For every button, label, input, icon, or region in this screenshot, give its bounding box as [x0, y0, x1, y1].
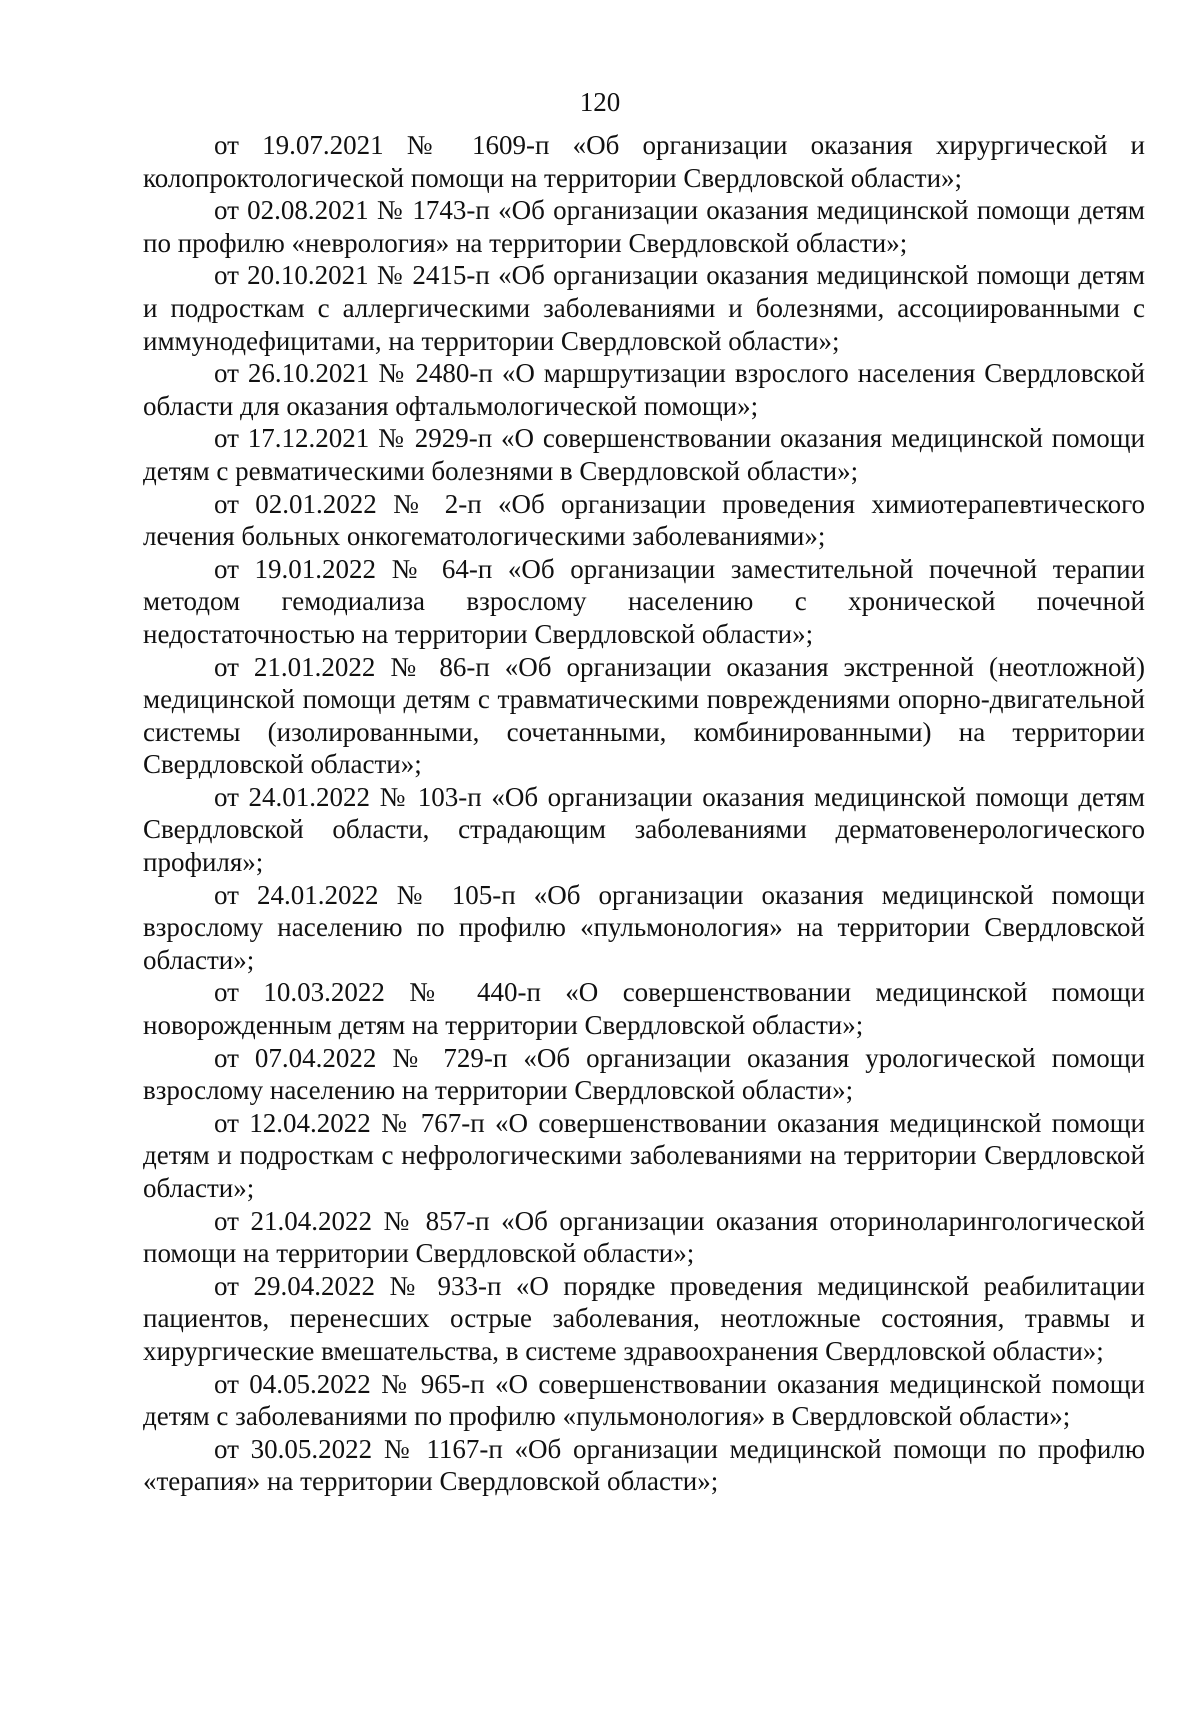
paragraph-4: от 26.10.2021 № 2480-п «О маршрутизации взрослого населения Свердловской области для оказания офтальмологической помощи»; [143, 358, 1145, 421]
paragraph-9: от 24.01.2022 № 103-п «Об организации оказания медицинской помощи детям Свердловской области, страдающим заболеваниями дерматовенерологического профиля»; [143, 781, 1145, 878]
paragraph-7: от 19.01.2022 № 64-п «Об организации заместительной почечной терапии методом гемодиализа взрослому населению с хронической почечной недостаточностью на территории Свердловской области»; [143, 553, 1145, 649]
paragraph-5: от 17.12.2021 № 2929-п «О совершенствовании оказания медицинской помощи детям с ревматическими болезнями в Свердловской области»; [143, 423, 1145, 486]
document-body [143, 129, 1145, 1498]
paragraph-10: от 24.01.2022 № 105-п «Об организации оказания медицинской помощи взрослому населению по профилю «пульмонология» на территории Свердловской области»; [143, 879, 1145, 975]
paragraph-6: от 02.01.2022 № 2-п «Об организации проведения химиотерапевтического лечения больных онкогематологическими заболеваниями»; [143, 488, 1145, 552]
paragraph-15: от 29.04.2022 № 933-п «О порядке проведения медицинской реабилитации пациентов, перенесших острые заболевания, неотложные состояния, травмы и хирургические вмешательства, в системе здравоохранения Свердловской области»; [143, 1270, 1145, 1366]
paragraph-1: от 19.07.2021 № 1609-п «Об организации оказания хирургической и колопроктологической помощи на территории Свердловской области»; [143, 130, 1145, 193]
paragraph-3: от 20.10.2021 № 2415-п «Об организации оказания медицинской помощи детям и подросткам с аллергическими заболеваниями и болезнями, ассоциированными с иммунодефицитами, на территории Свердловской области»; [143, 260, 1145, 356]
paragraph-16: от 04.05.2022 № 965-п «О совершенствовании оказания медицинской помощи детям с заболеваниями по профилю «пульмонология» в Свердловской области»; [143, 1368, 1145, 1432]
paragraph-8: от 21.01.2022 № 86-п «Об организации оказания экстренной (неотложной) медицинской помощи детям с травматическими повреждениями опорно-двигательной системы (изолированными, сочетанными, комбинированными) на территории Свердловской области»; [143, 651, 1145, 780]
paragraph-12: от 07.04.2022 № 729-п «Об организации оказания урологической помощи взрослому населению на территории Свердловской области»; [143, 1042, 1145, 1106]
paragraph-14: от 21.04.2022 № 857-п «Об организации оказания оториноларингологической помощи на территории Свердловской области»; [143, 1205, 1145, 1269]
paragraph-13: от 12.04.2022 № 767-п «О совершенствовании оказания медицинской помощи детям и подросткам с нефрологическими заболеваниями на территории Свердловской области»; [143, 1107, 1145, 1203]
paragraph-2: от 02.08.2021 № 1743-п «Об организации оказания медицинской помощи детям по профилю «неврология» на территории Свердловской области»; [143, 195, 1145, 258]
paragraph-11: от 10.03.2022 № 440-п «О совершенствовании медицинской помощи новорожденным детям на территории Свердловской области»; [143, 977, 1145, 1041]
paragraph-17: от 30.05.2022 № 1167-п «Об организации медицинской помощи по профилю «терапия» на территории Свердловской области»; [143, 1433, 1145, 1497]
page-number: 120 [579, 87, 621, 117]
